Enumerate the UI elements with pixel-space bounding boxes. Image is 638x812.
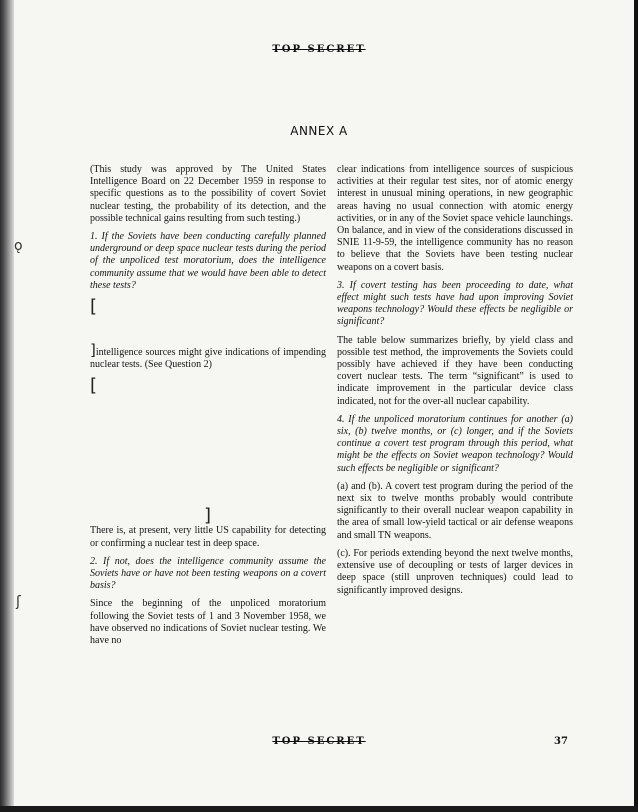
- answer-c-paragraph: (c). For periods extending beyond the next twelve months, extensive use of decoupling or tests of larger devices in deep space (still unproven techniques) could lead to significantly improved designs.: [337, 547, 573, 596]
- capability-paragraph: There is, at present, very little US capability for detecting or confirming a nuclear test in deep space.: [90, 525, 326, 549]
- continuation-paragraph: clear indications from intelligence sources of suspicious activities at their regular test sites, nor of atomic energy interest in unusual mining operations, in new geographic areas having no usual connection with atomic energy activities, or in any of the Soviet space vehicle launchings. On balance, and in view of the considerations discussed in SNIE 11-9-59, the intelligence community has no reason to believe that the Soviets have been testing nuclear weapons on a covert basis.: [337, 164, 573, 273]
- redaction-bracket-inline: ]: [90, 341, 96, 360]
- intro-paragraph: (This study was approved by The United States Intelligence Board on 22 December 1959 in response to specific questions as to the possibility of covert Soviet nuclear testing, the probability of its detection, and the possible technical gains resulting from such testing.): [90, 164, 326, 224]
- answer-a-b-paragraph: (a) and (b). A covert test program during the period of the next six to twelve months probably would contribute significantly to their overall nuclear weapon capability in the area of small low-yield tactical or air defense weapons and small TN weapons.: [337, 480, 573, 541]
- question-1: 1. If the Soviets have been conducting carefully planned underground or deep space nuclear tests during the period of the unpoliced test moratorium, does the intelligence community assume that we would have been able to detect these tests?: [90, 231, 326, 291]
- redaction-bracket-open: [: [90, 296, 98, 318]
- redaction-bracket-close: ]: [204, 505, 212, 527]
- scan-edge-bottom: [0, 806, 638, 812]
- right-column: [337, 164, 573, 603]
- left-column: [90, 164, 326, 653]
- redacted-gap-large: [90, 395, 326, 507]
- page-number: 37: [554, 736, 568, 747]
- redaction-bracket-open-2: [: [90, 375, 98, 397]
- classification-top: TOP SECRET: [272, 44, 366, 55]
- scan-edge-right: [634, 0, 638, 812]
- classification-bottom: TOP SECRET: [272, 736, 366, 747]
- margin-mark: ʃ: [16, 594, 21, 610]
- redacted-gap: [90, 316, 326, 344]
- question-3: 3. If covert testing has been proceeding to date, what effect might such tests have had upon improving Soviet weapons technology? Would these effects be negligible or significant?: [337, 279, 573, 328]
- intelligence-sources-text: intelligence sources might give indications of impending nuclear tests. (See Question 2): [90, 347, 326, 371]
- annex-title: ANNEX A: [290, 124, 348, 138]
- question-4: 4. If the unpoliced moratorium continues for another (a) six, (b) twelve months, or (c) longer, and if the Soviets continue a covert test program through this period, what might be the effects on Soviet weapon technology? Would such effects be negligible or significant?: [337, 413, 573, 474]
- question-2: 2. If not, does the intelligence community assume the Soviets have or have not been testing weapons on a covert basis?: [90, 555, 326, 592]
- table-summary-paragraph: The table below summarizes briefly, by yield class and possible test method, the improvements the Soviets could possibly have achieved if they have been conducting covert nuclear tests. The term “significant” is used to indicate improvement in the particular device class indicated, not for the over-all nuclear capability.: [337, 334, 573, 407]
- since-paragraph: Since the beginning of the unpoliced moratorium following the Soviet tests of 1 and 3 November 1958, we have observed no indications of Soviet nuclear testing. We have no: [90, 598, 326, 647]
- scan-edge-left: [0, 0, 14, 812]
- redacted-intelligence-paragraph: [90, 341, 326, 371]
- margin-mark: ǫ: [14, 238, 23, 254]
